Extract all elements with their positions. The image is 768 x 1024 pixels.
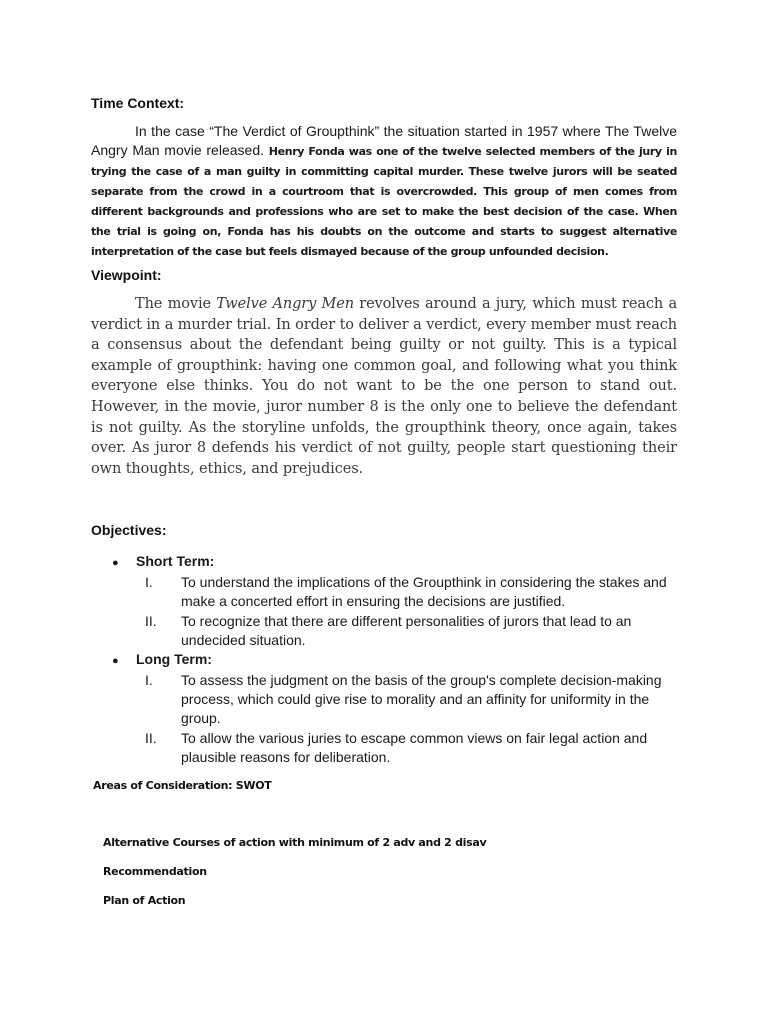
long-term-label: Long Term:	[136, 651, 212, 667]
bullet-icon: ●	[112, 655, 119, 667]
objective-text: To allow the various juries to escape common views on fair legal action and plausible reasons for deliberation.	[181, 730, 648, 765]
long-term-objective	[145, 671, 685, 728]
recommendation: Recommendation	[103, 865, 207, 878]
objective-number: II.	[145, 730, 157, 746]
time-context-bold-text: Henry Fonda was one of the twelve selected members of the jury in trying the case of a man guilty in committing capital murder. These twelve jurors will be seated separate from the crowd in a courtroom that is overcrowded. This group of men comes from different backgrounds and professions who are set to make the best decision of the case. When the trial is going on, Fonda has his doubts on the outcome and starts to suggest alternative interpretation of the case but feels dismayed because of the group unfounded decision.	[91, 145, 677, 258]
short-term-label: Short Term:	[136, 553, 215, 569]
alternative-courses: Alternative Courses of action with minimum of 2 adv and 2 disav	[103, 836, 487, 849]
objective-number: I.	[145, 672, 153, 688]
short-term-item	[112, 553, 214, 569]
movie-title: Twelve Angry Men	[216, 296, 354, 312]
objective-text: To understand the implications of the Groupthink in considering the stakes and make a concerted effort in ensuring the decisions are justified.	[181, 574, 667, 609]
short-term-objective	[145, 573, 685, 611]
short-term-objective	[145, 612, 685, 650]
objective-text: To assess the judgment on the basis of the group's complete decision-making process, which could give rise to morality and an affinity for uniformity in the group.	[181, 672, 662, 726]
objective-text: To recognize that there are different personalities of jurors that lead to an undecided situation.	[181, 613, 632, 648]
objective-number: I.	[145, 574, 153, 590]
long-term-objective	[145, 729, 685, 767]
bullet-icon: ●	[112, 557, 119, 569]
viewpoint-heading: Viewpoint:	[91, 267, 162, 283]
long-term-item	[112, 651, 212, 667]
plan-of-action: Plan of Action	[103, 894, 186, 907]
areas-of-consideration: Areas of Consideration: SWOT	[93, 779, 272, 792]
time-context-paragraph	[91, 122, 677, 261]
objectives-heading: Objectives:	[91, 522, 167, 538]
objective-number: II.	[145, 613, 157, 629]
time-context-heading: Time Context:	[91, 95, 185, 111]
time-context-intro: In the case “The Verdict of Groupthink” the situation started in 1957 where The Twelve Angry Man movie released.	[91, 123, 677, 158]
viewpoint-text-before: The movie	[135, 296, 217, 312]
viewpoint-text-after: revolves around a jury, which must reach a verdict in a murder trial. In order to deliver a verdict, every member must reach a consensus about the defendant being guilty or not guilty. This is a typical example of groupthink: having one common goal, and following what you think everyone else thinks. You do not want to be the one person to stand out. However, in the movie, juror number 8 is the only one to believe the defendant is not guilty. As the storyline unfolds, the groupthink theory, once again, takes over. As juror 8 defends his verdict of not guilty, people start questioning their own thoughts, ethics, and prejudices.	[91, 296, 677, 477]
viewpoint-paragraph	[91, 294, 677, 479]
